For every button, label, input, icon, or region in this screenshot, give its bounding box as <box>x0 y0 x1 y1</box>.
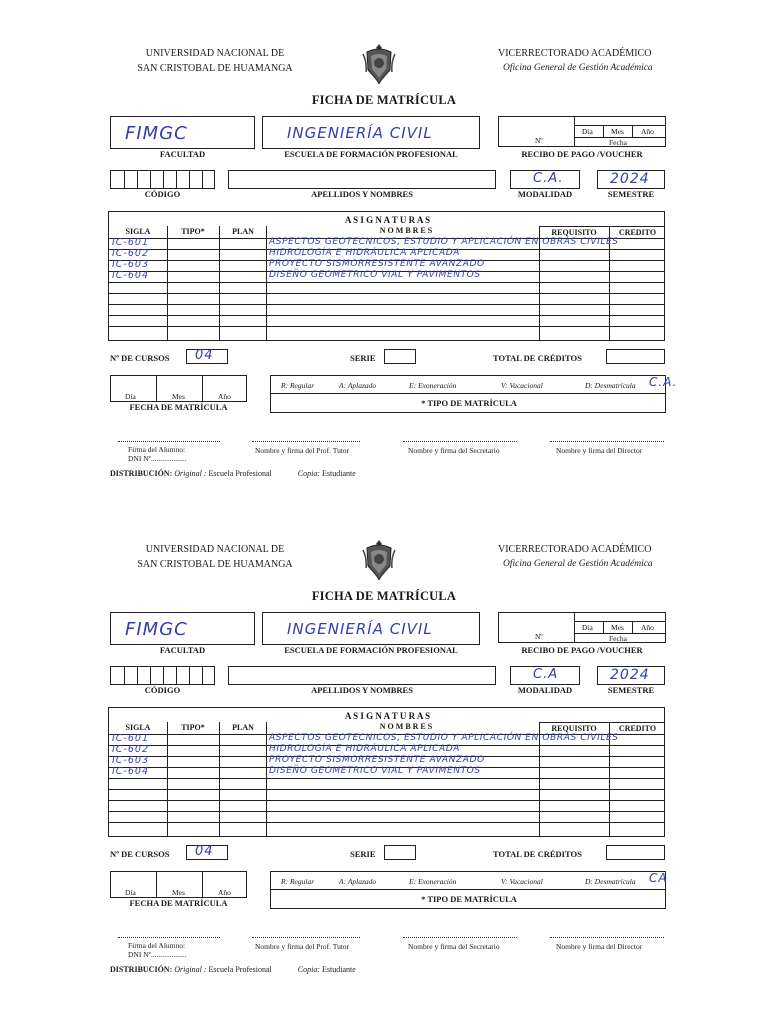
course-nombre: ASPECTOS GEOTECNICOS, ESTUDIO Y APLICACIÓN EN OBRAS CIVILES <box>269 237 619 247</box>
form-title: FICHA DE MATRÍCULA <box>311 589 457 603</box>
voucher-mes-label: Mes <box>611 127 624 136</box>
course-sigla: IC-601 <box>112 733 149 744</box>
voucher-field[interactable] <box>498 116 666 147</box>
asignaturas-title: A S I G N A T U R A S <box>344 215 431 225</box>
office-line1: VICERRECTORADO ACADÉMICO <box>498 48 652 59</box>
asignaturas-table <box>108 211 665 341</box>
facultad-field[interactable] <box>110 116 255 149</box>
col-requisito-header: REQUISITO <box>551 228 597 237</box>
course-sigla: IC-603 <box>112 755 149 766</box>
firma-alumno-label: Firma del Alumno: <box>128 445 186 454</box>
voucher-label: RECIBO DE PAGO /VOUCHER <box>521 645 643 655</box>
escuela-field[interactable] <box>262 116 480 149</box>
university-line2: SAN CRISTOBAL DE HUAMANGA <box>137 559 293 570</box>
dni-label: DNI Nº................... <box>128 950 187 959</box>
legend-aplazado: A: Aplazado <box>339 877 377 886</box>
tipo-matricula-label: * TIPO DE MATRÍCULA <box>421 894 517 904</box>
serie-field[interactable] <box>384 845 416 860</box>
serie-label: SERIE <box>350 353 376 363</box>
university-crest-logo <box>361 538 397 582</box>
original-value: Escuela Profesional <box>208 469 272 478</box>
num-cursos-label: Nº DE CURSOS <box>110 849 170 859</box>
firma-secretario-label: Nombre y firma del Secretario <box>408 942 500 951</box>
university-line2: SAN CRISTOBAL DE HUAMANGA <box>137 63 293 74</box>
facultad-label: FACULTAD <box>159 645 206 655</box>
voucher-anio-label: Año <box>641 623 654 632</box>
modalidad-value: C.A <box>533 667 559 682</box>
copia-label: Copia: <box>297 469 321 478</box>
tipo-matricula-box <box>270 375 678 413</box>
total-creditos-field[interactable] <box>606 349 665 364</box>
num-cursos-label: Nº DE CURSOS <box>110 353 170 363</box>
total-creditos-label: TOTAL DE CRÉDITOS <box>493 849 582 859</box>
semestre-field[interactable] <box>597 666 665 685</box>
asignaturas-table <box>108 707 665 837</box>
legend-vacacional: V: Vacacional <box>501 381 543 390</box>
fecha-dia-label: Día <box>125 888 136 897</box>
voucher-anio-label: Año <box>641 127 654 136</box>
enrollment-form <box>0 496 768 992</box>
university-name <box>120 46 310 76</box>
col-sigla-header: SIGLA <box>125 227 151 236</box>
fecha-matricula-field[interactable] <box>110 375 247 402</box>
course-nombre: DISEÑO GEOMETRICO VIAL Y PAVIMENTOS <box>269 270 481 280</box>
office-name <box>498 46 698 76</box>
distribucion-label: DISTRIBUCIÓN: <box>110 965 173 974</box>
voucher-field[interactable] <box>498 612 666 643</box>
course-sigla: IC-601 <box>112 237 149 248</box>
dni-label: DNI Nº................... <box>128 454 187 463</box>
col-tipo-header: TIPO* <box>181 227 205 236</box>
firma-tutor-label: Nombre y firma del Prof. Tutor <box>255 942 350 951</box>
tipo-mark-value: C.A. <box>649 375 678 389</box>
fecha-mes-label: Mes <box>172 888 185 897</box>
course-nombre: PROYECTO SISMORRESISTENTE AVANZADO <box>269 259 485 269</box>
modalidad-value: C.A. <box>533 171 564 186</box>
tipo-matricula-box <box>270 871 666 909</box>
voucher-mes-label: Mes <box>611 623 624 632</box>
modalidad-label: MODALIDAD <box>517 189 573 199</box>
num-cursos-value: 04 <box>195 844 214 859</box>
voucher-fecha-label: Fecha <box>609 138 627 147</box>
firma-director-label: Nombre y firma del Director <box>556 446 643 455</box>
modalidad-field[interactable] <box>510 170 580 189</box>
fecha-anio-label: Año <box>218 888 231 897</box>
course-nombre: HIDROLOGÍA E HIDRÁULICA APLICADA <box>269 248 461 258</box>
course-sigla: IC-603 <box>112 259 149 270</box>
col-tipo-header: TIPO* <box>181 723 205 732</box>
distribucion-line <box>110 469 356 478</box>
escuela-field[interactable] <box>262 612 480 645</box>
original-label: Original : <box>174 469 207 478</box>
legend-exoneracion: E: Exoneración <box>409 877 457 886</box>
semestre-field[interactable] <box>597 170 665 189</box>
voucher-number-label: Nº <box>535 136 543 145</box>
col-requisito-header: REQUISITO <box>551 724 597 733</box>
col-credito-header: CREDITO <box>618 228 657 237</box>
course-sigla: IC-604 <box>112 766 149 777</box>
col-nombres-header: N O M B R E S <box>379 722 433 731</box>
total-creditos-field[interactable] <box>606 845 665 860</box>
escuela-label: ESCUELA DE FORMACIÓN PROFESIONAL <box>284 645 458 655</box>
legend-regular: R: Regular <box>281 877 315 886</box>
col-plan-header: PLAN <box>232 723 254 732</box>
codigo-label: CÓDIGO <box>144 189 181 199</box>
distribucion-line <box>110 965 356 974</box>
escuela-value: INGENIERÍA CIVIL <box>287 620 433 638</box>
col-credito-header: CREDITO <box>618 724 657 733</box>
form-title: FICHA DE MATRÍCULA <box>311 93 457 107</box>
serie-field[interactable] <box>384 349 416 364</box>
legend-desmatricula: D: Desmatrícula <box>585 877 636 886</box>
semestre-label: SEMESTRE <box>607 685 655 695</box>
col-nombres-header: N O M B R E S <box>379 226 433 235</box>
legend-vacacional: V: Vacacional <box>501 877 543 886</box>
firma-director-label: Nombre y firma del Director <box>556 942 643 951</box>
university-line1: UNIVERSIDAD NACIONAL DE <box>145 48 285 59</box>
copia-value: Estudiante <box>322 965 356 974</box>
distribucion-label: DISTRIBUCIÓN: <box>110 469 173 478</box>
asignaturas-title: A S I G N A T U R A S <box>344 711 431 721</box>
legend-regular: R: Regular <box>281 381 315 390</box>
escuela-label: ESCUELA DE FORMACIÓN PROFESIONAL <box>284 149 458 159</box>
total-creditos-label: TOTAL DE CRÉDITOS <box>493 353 582 363</box>
firma-alumno-label: Firma del Alumno: <box>128 941 186 950</box>
copia-value: Estudiante <box>322 469 356 478</box>
enrollment-form <box>0 0 768 496</box>
voucher-dia-label: Día <box>582 127 593 136</box>
semestre-value: 2024 <box>610 667 650 683</box>
tipo-matricula-label: * TIPO DE MATRÍCULA <box>421 398 517 408</box>
codigo-label: CÓDIGO <box>144 685 181 695</box>
legend-aplazado: A: Aplazado <box>339 381 377 390</box>
course-nombre: DISEÑO GEOMETRICO VIAL Y PAVIMENTOS <box>269 766 481 776</box>
semestre-label: SEMESTRE <box>607 189 655 199</box>
modalidad-label: MODALIDAD <box>517 685 573 695</box>
firma-tutor-label: Nombre y firma del Prof. Tutor <box>255 446 350 455</box>
fecha-matricula-field[interactable] <box>110 871 247 898</box>
serie-label: SERIE <box>350 849 376 859</box>
fecha-matricula-label: FECHA DE MATRÍCULA <box>129 402 228 412</box>
voucher-number-label: Nº <box>535 632 543 641</box>
legend-desmatricula: D: Desmatrícula <box>585 381 636 390</box>
office-line2: Oficina General de Gestión Académica <box>503 559 653 569</box>
semestre-value: 2024 <box>610 171 650 187</box>
codigo-field[interactable] <box>110 666 215 685</box>
num-cursos-value: 04 <box>195 348 214 363</box>
escuela-value: INGENIERÍA CIVIL <box>287 124 433 142</box>
num-cursos-field[interactable] <box>186 845 228 860</box>
apellidos-label: APELLIDOS Y NOMBRES <box>311 685 413 695</box>
modalidad-field[interactable] <box>510 666 580 685</box>
office-line2: Oficina General de Gestión Académica <box>503 63 653 73</box>
col-plan-header: PLAN <box>232 227 254 236</box>
course-sigla: IC-604 <box>112 270 149 281</box>
course-nombre: HIDROLOGÍA E HIDRÁULICA APLICADA <box>269 744 461 754</box>
voucher-dia-label: Día <box>582 623 593 632</box>
apellidos-field[interactable] <box>228 666 496 685</box>
original-value: Escuela Profesional <box>208 965 272 974</box>
university-line1: UNIVERSIDAD NACIONAL DE <box>145 544 285 555</box>
fecha-mes-label: Mes <box>172 392 185 401</box>
col-sigla-header: SIGLA <box>125 723 151 732</box>
copia-label: Copia: <box>297 965 321 974</box>
apellidos-field[interactable] <box>228 170 496 189</box>
university-name <box>120 542 310 572</box>
codigo-field[interactable] <box>110 170 215 189</box>
facultad-value: FIMGC <box>125 619 188 640</box>
original-label: Original : <box>174 965 207 974</box>
num-cursos-field[interactable] <box>186 349 228 364</box>
office-name <box>498 542 698 572</box>
facultad-value: FIMGC <box>125 123 188 144</box>
course-sigla: IC-602 <box>112 248 149 259</box>
office-line1: VICERRECTORADO ACADÉMICO <box>498 544 652 555</box>
course-nombre: ASPECTOS GEOTECNICOS, ESTUDIO Y APLICACIÓN EN OBRAS CIVILES <box>269 733 619 743</box>
course-sigla: IC-602 <box>112 744 149 755</box>
fecha-dia-label: Día <box>125 392 136 401</box>
fecha-matricula-label: FECHA DE MATRÍCULA <box>129 898 228 908</box>
voucher-fecha-label: Fecha <box>609 634 627 643</box>
legend-exoneracion: E: Exoneración <box>409 381 457 390</box>
course-nombre: PROYECTO SISMORRESISTENTE AVANZADO <box>269 755 485 765</box>
tipo-mark-value: CA <box>649 871 668 885</box>
fecha-anio-label: Año <box>218 392 231 401</box>
firma-secretario-label: Nombre y firma del Secretario <box>408 446 500 455</box>
facultad-field[interactable] <box>110 612 255 645</box>
university-crest-logo <box>361 42 397 86</box>
voucher-label: RECIBO DE PAGO /VOUCHER <box>521 149 643 159</box>
facultad-label: FACULTAD <box>159 149 206 159</box>
apellidos-label: APELLIDOS Y NOMBRES <box>311 189 413 199</box>
